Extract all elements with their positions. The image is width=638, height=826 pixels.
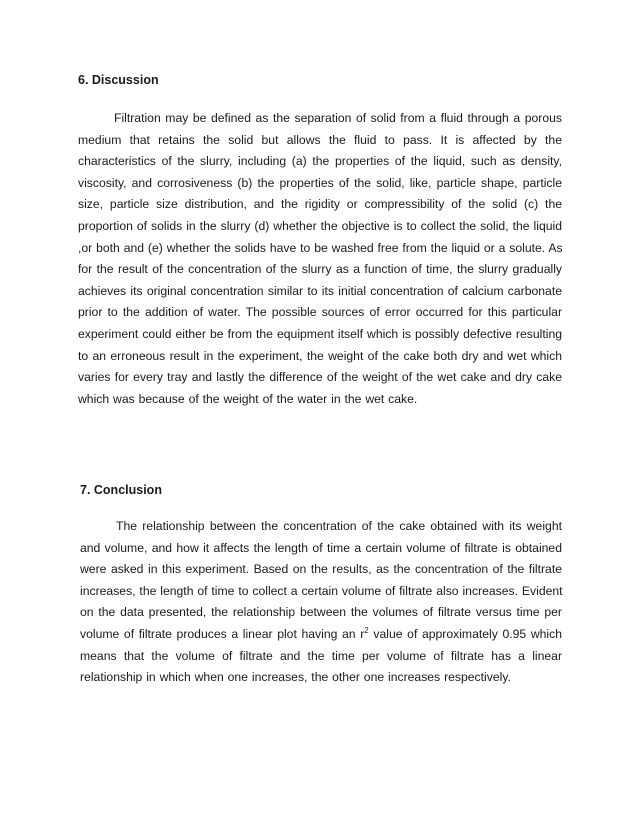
- discussion-heading: 6. Discussion: [78, 73, 159, 87]
- conclusion-heading: 7. Conclusion: [80, 483, 162, 497]
- discussion-line: experiment could either be from the equipment itself which is possibly defective resulting: [78, 326, 562, 341]
- discussion-line: which was because of the weight of the water in the wet cake.: [78, 391, 418, 406]
- discussion-line: characteristics of the slurry, including (a) the properties of the liquid, such as density,: [78, 154, 562, 169]
- discussion-line: medium that retains the solid but allows the fluid to pass. It is affected by the: [78, 132, 562, 147]
- discussion-line: achieves its original concentration similar to its initial concentration of calcium carbonate: [78, 283, 562, 298]
- discussion-line: varies for every tray and lastly the difference of the weight of the wet cake and dry cake: [78, 370, 562, 385]
- discussion-line: for the result of the concentration of the slurry as a function of time, the slurry gradually: [78, 262, 562, 277]
- conclusion-line: volume of filtrate produces a linear plot having an $r^2$ value of approximately 0.95 which: [80, 625, 562, 641]
- r-squared-superscript: 2: [364, 625, 369, 635]
- discussion-line: viscosity, and corrosiveness (b) the properties of the solid, like, particle shape, particle: [78, 175, 562, 190]
- conclusion-line: on the data presented, the relationship between the volumes of filtrate versus time per: [80, 605, 562, 620]
- conclusion-line: means that the volume of filtrate and the time per volume of filtrate has a linear: [80, 648, 562, 663]
- conclusion-line: The relationship between the concentration of the cake obtained with its weight: [116, 519, 562, 533]
- conclusion-line: were asked in this experiment. Based on the results, as the concentration of the filtrate: [80, 562, 562, 577]
- discussion-line: Filtration may be defined as the separation of solid from a fluid through a porous: [114, 111, 562, 125]
- conclusion-line: increases, the length of time to collect a certain volume of filtrate also increases. Evident: [80, 583, 563, 598]
- discussion-line: proportion of solids in the slurry (d) whether the objective is to collect the solid, the liquid: [78, 218, 562, 233]
- conclusion-paragraph: [80, 516, 562, 689]
- conclusion-line: relationship in which when one increases, the other one increases respectively.: [80, 670, 511, 685]
- discussion-line: prior to the addition of water. The possible sources of error occurred for this particular: [78, 305, 562, 320]
- discussion-paragraph: [78, 108, 562, 410]
- discussion-line: size, particle size distribution, and the rigidity or compressibility of the solid (c) the: [78, 197, 562, 212]
- discussion-line: ,or both and (e) whether the solids have to be washed free from the liquid or a solute. As: [78, 240, 563, 255]
- discussion-line: to an erroneous result in the experiment, the weight of the cake both dry and wet which: [78, 348, 562, 363]
- conclusion-line: and volume, and how it affects the length of time a certain volume of filtrate is obtained: [80, 540, 562, 555]
